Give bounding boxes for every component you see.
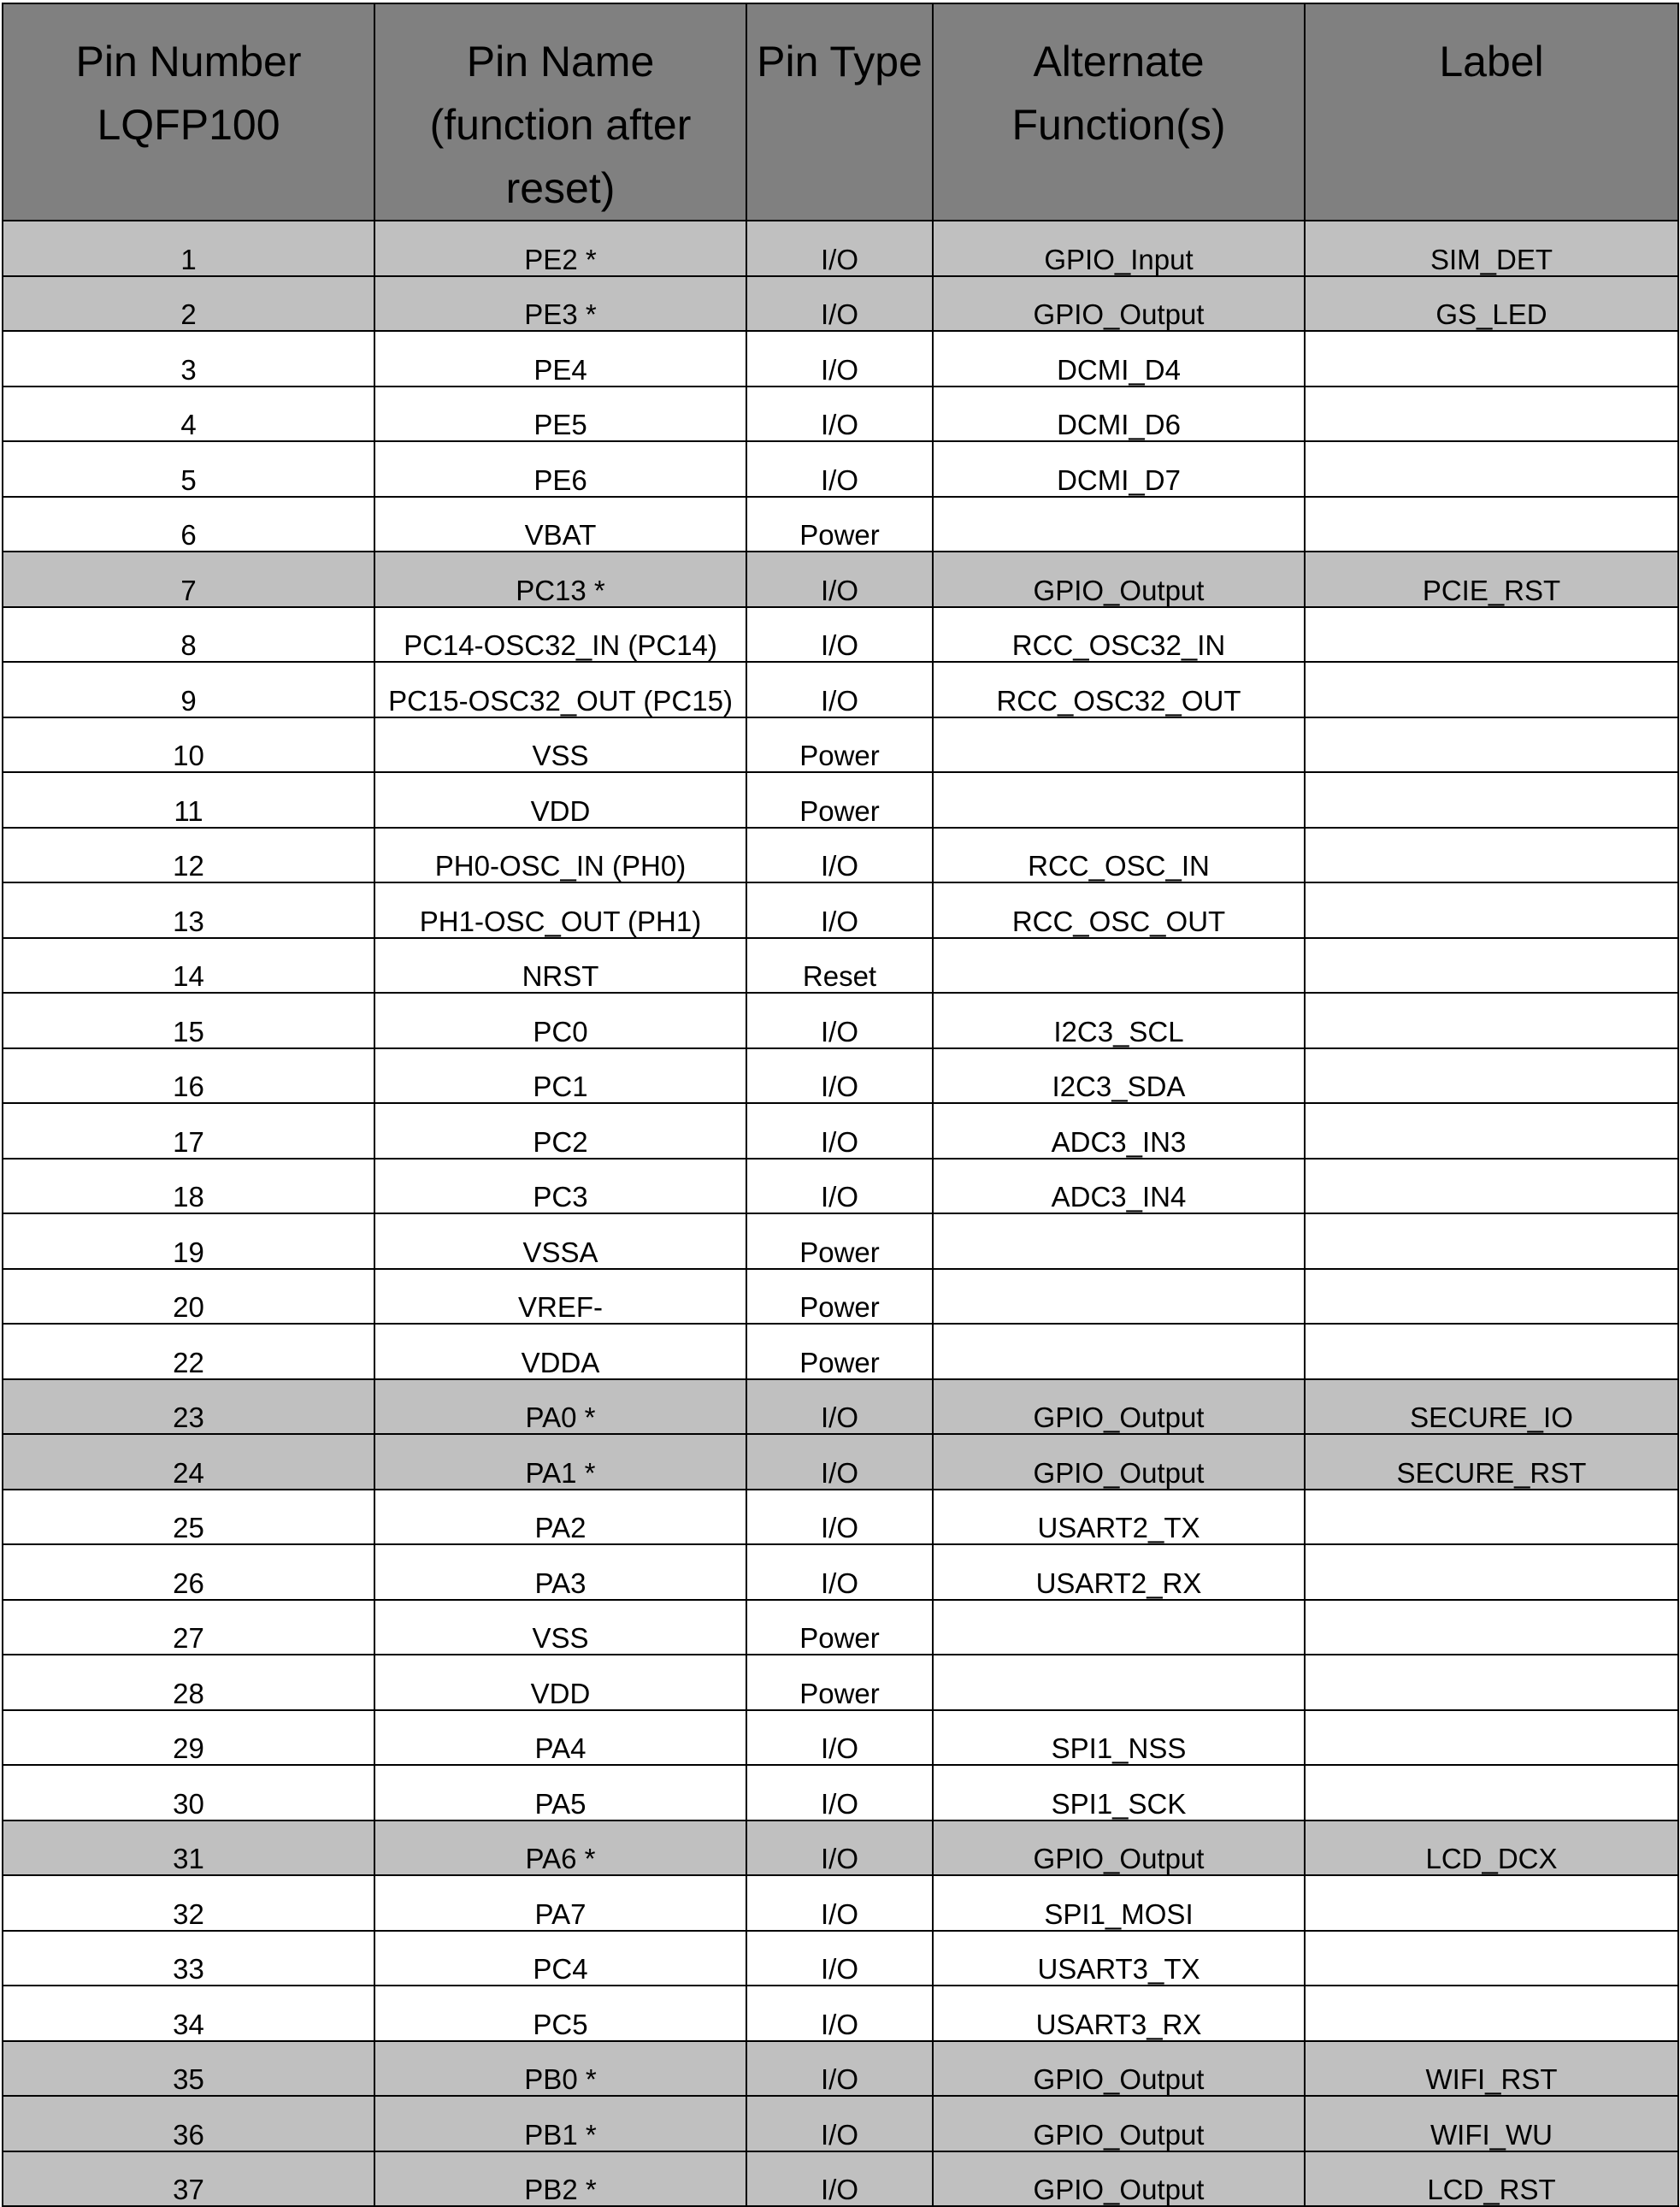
cell-alternate-function: DCMI_D6 [933,387,1305,442]
cell-label [1305,497,1678,552]
cell-pin-type: Reset [746,938,933,994]
cell-pin-number: 12 [3,828,374,883]
cell-pin-name: PC3 [374,1159,746,1214]
cell-alternate-function: I2C3_SCL [933,993,1305,1048]
cell-alternate-function: USART3_RX [933,1986,1305,2041]
cell-label [1305,882,1678,938]
cell-pin-name: PA7 [374,1875,746,1931]
cell-pin-type: I/O [746,1490,933,1545]
table-row [3,1490,1678,1545]
cell-pin-name: PE3 * [374,276,746,332]
cell-pin-number: 19 [3,1213,374,1269]
cell-pin-type: I/O [746,331,933,387]
cell-label [1305,993,1678,1048]
cell-pin-name: VDD [374,772,746,828]
cell-pin-type: I/O [746,1544,933,1600]
cell-pin-type: I/O [746,1931,933,1986]
cell-label [1305,662,1678,717]
cell-pin-number: 8 [3,607,374,663]
cell-alternate-function: USART3_TX [933,1931,1305,1986]
cell-label [1305,1544,1678,1600]
table-row [3,1269,1678,1325]
table-row [3,1324,1678,1379]
cell-alternate-function [933,717,1305,773]
cell-pin-name: PH1-OSC_OUT (PH1) [374,882,746,938]
cell-pin-name: PB2 * [374,2151,746,2207]
header-text: Pin Number [75,38,302,86]
table-row [3,1103,1678,1159]
cell-pin-type: I/O [746,1820,933,1876]
cell-label [1305,1710,1678,1766]
cell-alternate-function: DCMI_D4 [933,331,1305,387]
cell-pin-number: 23 [3,1379,374,1435]
cell-pin-number: 11 [3,772,374,828]
cell-label [1305,1213,1678,1269]
table-row [3,717,1678,773]
pin-table-header [3,3,1678,221]
cell-label: LCD_RST [1305,2151,1678,2207]
header-text: Pin Type [757,38,923,86]
cell-pin-name: VDDA [374,1324,746,1379]
cell-pin-type: I/O [746,1765,933,1820]
cell-pin-type: Power [746,1269,933,1325]
table-row [3,1379,1678,1435]
cell-pin-number: 17 [3,1103,374,1159]
cell-pin-number: 26 [3,1544,374,1600]
cell-alternate-function: USART2_RX [933,1544,1305,1600]
table-row [3,993,1678,1048]
cell-pin-number: 31 [3,1820,374,1876]
cell-label: SECURE_IO [1305,1379,1678,1435]
cell-pin-type: I/O [746,387,933,442]
table-row [3,1875,1678,1931]
cell-pin-name: PC13 * [374,552,746,607]
cell-pin-type: I/O [746,828,933,883]
cell-label [1305,772,1678,828]
table-row [3,1048,1678,1104]
cell-pin-number: 18 [3,1159,374,1214]
cell-label [1305,1159,1678,1214]
cell-pin-name: PA3 [374,1544,746,1600]
cell-label [1305,607,1678,663]
pin-table [2,3,1679,2207]
cell-alternate-function: RCC_OSC32_OUT [933,662,1305,717]
cell-pin-name: PH0-OSC_IN (PH0) [374,828,746,883]
cell-pin-number: 2 [3,276,374,332]
cell-alternate-function: GPIO_Output [933,2096,1305,2151]
cell-alternate-function: DCMI_D7 [933,441,1305,497]
table-row [3,276,1678,332]
cell-pin-name: NRST [374,938,746,994]
header-pin-type [746,3,933,221]
header-text: Alternate [1033,38,1205,86]
table-row [3,331,1678,387]
cell-pin-name: PA0 * [374,1379,746,1435]
cell-pin-name: PC5 [374,1986,746,2041]
cell-label [1305,441,1678,497]
header-text: Pin Name [466,38,655,86]
cell-label: WIFI_RST [1305,2041,1678,2097]
cell-alternate-function: GPIO_Output [933,1379,1305,1435]
table-row [3,1986,1678,2041]
cell-pin-type: Power [746,1655,933,1710]
header-text: Label [1439,38,1544,86]
cell-pin-name: VDD [374,1655,746,1710]
cell-pin-name: PC15-OSC32_OUT (PC15) [374,662,746,717]
cell-alternate-function: SPI1_NSS [933,1710,1305,1766]
cell-pin-number: 22 [3,1324,374,1379]
cell-pin-type: Power [746,497,933,552]
cell-pin-type: Power [746,772,933,828]
cell-pin-type: I/O [746,1434,933,1490]
cell-pin-type: Power [746,1600,933,1655]
cell-pin-type: I/O [746,882,933,938]
table-row [3,2041,1678,2097]
table-row [3,882,1678,938]
table-row [3,497,1678,552]
cell-alternate-function [933,1324,1305,1379]
cell-pin-name: PC1 [374,1048,746,1104]
cell-pin-number: 36 [3,2096,374,2151]
table-row [3,662,1678,717]
cell-label [1305,828,1678,883]
cell-pin-type: I/O [746,1875,933,1931]
cell-pin-number: 32 [3,1875,374,1931]
table-row [3,1655,1678,1710]
cell-alternate-function [933,1269,1305,1325]
cell-pin-name: PA4 [374,1710,746,1766]
cell-pin-type: I/O [746,662,933,717]
cell-label [1305,717,1678,773]
header-text: Function(s) [1011,101,1226,149]
cell-pin-number: 3 [3,331,374,387]
cell-alternate-function: GPIO_Output [933,1434,1305,1490]
cell-pin-type: I/O [746,1103,933,1159]
cell-pin-name: PE6 [374,441,746,497]
cell-label: SECURE_RST [1305,1434,1678,1490]
cell-pin-name: PC0 [374,993,746,1048]
cell-alternate-function [933,1213,1305,1269]
cell-pin-type: I/O [746,2041,933,2097]
cell-pin-name: PA2 [374,1490,746,1545]
cell-pin-number: 10 [3,717,374,773]
table-row [3,221,1678,276]
cell-pin-name: PC4 [374,1931,746,1986]
cell-pin-name: VSS [374,1600,746,1655]
header-row [3,3,1678,221]
cell-pin-number: 25 [3,1490,374,1545]
cell-label [1305,1103,1678,1159]
cell-pin-number: 5 [3,441,374,497]
table-row [3,607,1678,663]
cell-pin-type: I/O [746,1379,933,1435]
cell-pin-number: 30 [3,1765,374,1820]
cell-label [1305,1986,1678,2041]
cell-label [1305,1269,1678,1325]
cell-pin-number: 9 [3,662,374,717]
table-row [3,772,1678,828]
cell-pin-number: 13 [3,882,374,938]
cell-alternate-function: RCC_OSC_IN [933,828,1305,883]
cell-pin-name: PA6 * [374,1820,746,1876]
cell-alternate-function: GPIO_Output [933,276,1305,332]
cell-pin-number: 33 [3,1931,374,1986]
cell-pin-number: 16 [3,1048,374,1104]
cell-pin-type: Power [746,1213,933,1269]
cell-alternate-function: RCC_OSC_OUT [933,882,1305,938]
cell-label [1305,1324,1678,1379]
header-label [1305,3,1678,221]
cell-alternate-function: SPI1_SCK [933,1765,1305,1820]
cell-pin-number: 4 [3,387,374,442]
cell-label: LCD_DCX [1305,1820,1678,1876]
header-pin-name [374,3,746,221]
cell-pin-number: 28 [3,1655,374,1710]
cell-pin-number: 34 [3,1986,374,2041]
cell-alternate-function: USART2_TX [933,1490,1305,1545]
cell-pin-number: 20 [3,1269,374,1325]
cell-pin-name: PB0 * [374,2041,746,2097]
header-text: reset) [505,164,616,212]
cell-pin-type: I/O [746,276,933,332]
cell-label: GS_LED [1305,276,1678,332]
cell-alternate-function [933,497,1305,552]
cell-pin-type: I/O [746,441,933,497]
table-row [3,552,1678,607]
cell-pin-type: I/O [746,221,933,276]
cell-label: SIM_DET [1305,221,1678,276]
cell-pin-type: I/O [746,1986,933,2041]
cell-label [1305,1600,1678,1655]
header-alternate-functions [933,3,1305,221]
cell-label [1305,1765,1678,1820]
table-row [3,2151,1678,2207]
cell-pin-name: PE5 [374,387,746,442]
cell-pin-name: VSSA [374,1213,746,1269]
table-row [3,1600,1678,1655]
table-row [3,938,1678,994]
table-row [3,1765,1678,1820]
table-row [3,1710,1678,1766]
header-text: LQFP100 [97,101,280,149]
cell-label: WIFI_WU [1305,2096,1678,2151]
cell-label [1305,331,1678,387]
cell-label: PCIE_RST [1305,552,1678,607]
pin-table-body [3,221,1678,2206]
cell-pin-type: Power [746,1324,933,1379]
cell-pin-type: I/O [746,552,933,607]
cell-pin-type: I/O [746,2096,933,2151]
cell-pin-name: PA1 * [374,1434,746,1490]
cell-alternate-function: GPIO_Output [933,2041,1305,2097]
table-row [3,2096,1678,2151]
cell-pin-name: PE2 * [374,221,746,276]
cell-pin-type: I/O [746,993,933,1048]
cell-label [1305,938,1678,994]
cell-pin-number: 15 [3,993,374,1048]
cell-pin-number: 24 [3,1434,374,1490]
cell-alternate-function [933,1600,1305,1655]
cell-pin-type: Power [746,717,933,773]
cell-pin-name: PC2 [374,1103,746,1159]
cell-pin-name: PE4 [374,331,746,387]
cell-pin-type: I/O [746,607,933,663]
header-pin-number [3,3,374,221]
cell-alternate-function: GPIO_Input [933,221,1305,276]
cell-pin-number: 14 [3,938,374,994]
cell-pin-type: I/O [746,1710,933,1766]
cell-pin-name: PC14-OSC32_IN (PC14) [374,607,746,663]
cell-alternate-function [933,772,1305,828]
cell-pin-type: I/O [746,2151,933,2207]
cell-pin-number: 1 [3,221,374,276]
table-row [3,1820,1678,1876]
cell-pin-type: I/O [746,1159,933,1214]
cell-pin-name: PA5 [374,1765,746,1820]
cell-pin-number: 35 [3,2041,374,2097]
cell-label [1305,1931,1678,1986]
table-row [3,1931,1678,1986]
table-row [3,828,1678,883]
cell-alternate-function: I2C3_SDA [933,1048,1305,1104]
cell-pin-name: VBAT [374,497,746,552]
cell-alternate-function [933,1655,1305,1710]
cell-label [1305,1875,1678,1931]
cell-alternate-function: GPIO_Output [933,1820,1305,1876]
header-text: (function after [429,101,692,149]
table-row [3,1544,1678,1600]
cell-pin-name: VREF- [374,1269,746,1325]
table-row [3,1434,1678,1490]
cell-alternate-function [933,938,1305,994]
cell-pin-number: 27 [3,1600,374,1655]
cell-alternate-function: RCC_OSC32_IN [933,607,1305,663]
cell-label [1305,1490,1678,1545]
cell-pin-name: VSS [374,717,746,773]
cell-pin-number: 6 [3,497,374,552]
cell-alternate-function: SPI1_MOSI [933,1875,1305,1931]
cell-pin-type: I/O [746,1048,933,1104]
cell-pin-number: 37 [3,2151,374,2207]
cell-alternate-function: ADC3_IN3 [933,1103,1305,1159]
cell-label [1305,1655,1678,1710]
cell-alternate-function: GPIO_Output [933,552,1305,607]
cell-label [1305,387,1678,442]
cell-alternate-function: GPIO_Output [933,2151,1305,2207]
cell-label [1305,1048,1678,1104]
table-row [3,441,1678,497]
table-row [3,1159,1678,1214]
table-row [3,387,1678,442]
cell-pin-number: 29 [3,1710,374,1766]
cell-pin-name: PB1 * [374,2096,746,2151]
cell-pin-number: 7 [3,552,374,607]
table-row [3,1213,1678,1269]
cell-alternate-function: ADC3_IN4 [933,1159,1305,1214]
